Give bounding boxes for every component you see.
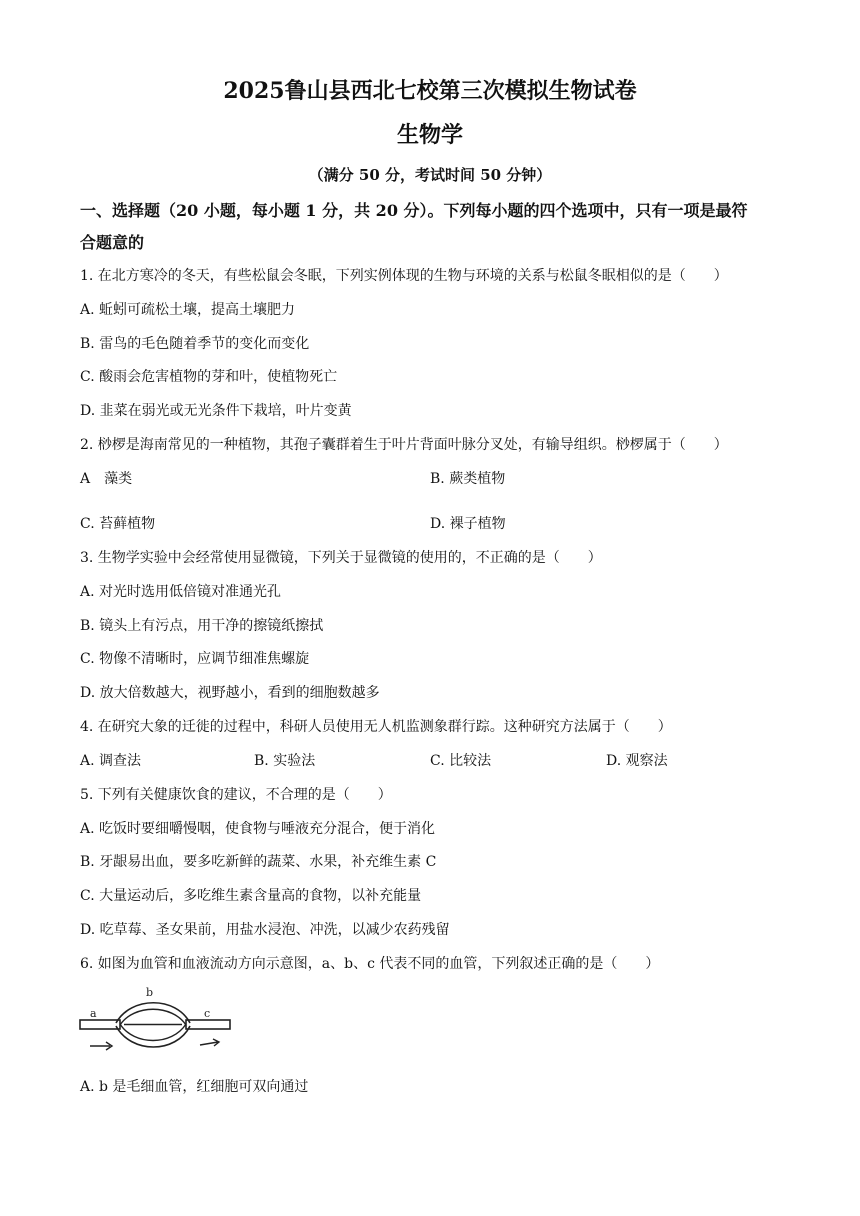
question-1-option-a: A. 蚯蚓可疏松土壤，提高土壤肥力 xyxy=(80,302,296,318)
question-3-stem: 3. 生物学实验中会经常使用显微镜，下列关于显微镜的使用的，不正确的是（ ） xyxy=(80,550,602,566)
question-5-stem: 5. 下列有关健康饮食的建议，不合理的是（ ） xyxy=(80,787,392,803)
question-1-stem: 1. 在北方寒冷的冬天，有些松鼠会冬眠，下列实例体现的生物与环境的关系与松鼠冬眠相似的是（ ） xyxy=(80,268,728,284)
question-4-option-c: C. 比较法 xyxy=(430,753,492,769)
question-2-option-b: B. 蕨类植物 xyxy=(430,471,506,487)
question-5-option-d: D. 吃草莓、圣女果前，用盐水浸泡、冲洗，以减少农药残留 xyxy=(80,922,450,938)
question-6-stem: 6. 如图为血管和血液流动方向示意图，a、b、c 代表不同的血管，下列叙述正确的是（ ） xyxy=(80,956,660,972)
question-1-option-c: C. 酸雨会危害植物的芽和叶，使植物死亡 xyxy=(80,369,338,385)
label-c: c xyxy=(204,1007,211,1020)
vessel-c xyxy=(186,1020,230,1029)
question-6-option-a: A. b 是毛细血管，红细胞可双向通过 xyxy=(80,1079,309,1095)
question-2-option-d: D. 裸子植物 xyxy=(430,516,506,532)
blood-vessel-diagram xyxy=(76,984,236,1056)
capillary-outer-top xyxy=(116,1003,190,1023)
score-time-note: （满分 50 分，考试时间 50 分钟） xyxy=(308,166,552,184)
question-5-option-a: A. 吃饭时要细嚼慢咽，使食物与唾液充分混合，便于消化 xyxy=(80,821,436,837)
question-2-option-c: C. 苔藓植物 xyxy=(80,516,156,532)
question-4-option-a: A. 调查法 xyxy=(80,753,142,769)
exam-title: 2025鲁山县西北七校第三次模拟生物试卷 xyxy=(223,78,637,104)
label-b: b xyxy=(146,986,154,999)
question-4-stem: 4. 在研究大象的迁徙的过程中，科研人员使用无人机监测象群行踪。这种研究方法属于（ ） xyxy=(80,719,672,735)
capillary-outer-bottom xyxy=(116,1026,190,1047)
question-3-option-b: B. 镜头上有污点，用干净的擦镜纸擦拭 xyxy=(80,618,324,634)
capillary-inner-bottom xyxy=(120,1024,186,1041)
label-a: a xyxy=(90,1007,97,1020)
question-5-option-c: C. 大量运动后，多吃维生素含量高的食物，以补充能量 xyxy=(80,888,422,904)
capillary-inner-top xyxy=(120,1009,186,1025)
question-2-stem: 2. 桫椤是海南常见的一种植物，其孢子囊群着生于叶片背面叶脉分叉处，有输导组织。桫椤属于（ ） xyxy=(80,437,728,453)
section-heading: 一、选择题（20 小题，每小题 1 分，共 20 分）。下列每小题的四个选项中，只有一项是最符 xyxy=(80,201,748,220)
question-4-option-d: D. 观察法 xyxy=(606,753,668,769)
vessel-a xyxy=(80,1020,120,1029)
question-3-option-d: D. 放大倍数越大，视野越小，看到的细胞数越多 xyxy=(80,685,380,701)
subject-title: 生物学 xyxy=(396,122,463,148)
question-5-option-b: B. 牙龈易出血，要多吃新鲜的蔬菜、水果，补充维生素 C xyxy=(80,854,437,870)
question-3-option-c: C. 物像不清晰时，应调节细准焦螺旋 xyxy=(80,651,310,667)
question-2-option-a: A 藻类 xyxy=(80,471,133,487)
question-1-option-b: B. 雷鸟的毛色随着季节的变化而变化 xyxy=(80,336,310,352)
question-1-option-d: D. 韭菜在弱光或无光条件下栽培，叶片变黄 xyxy=(80,403,352,419)
question-4-option-b: B. 实验法 xyxy=(254,753,316,769)
section-heading-cont: 合题意的 xyxy=(80,233,145,252)
question-3-option-a: A. 对光时选用低倍镜对准通光孔 xyxy=(80,584,282,600)
